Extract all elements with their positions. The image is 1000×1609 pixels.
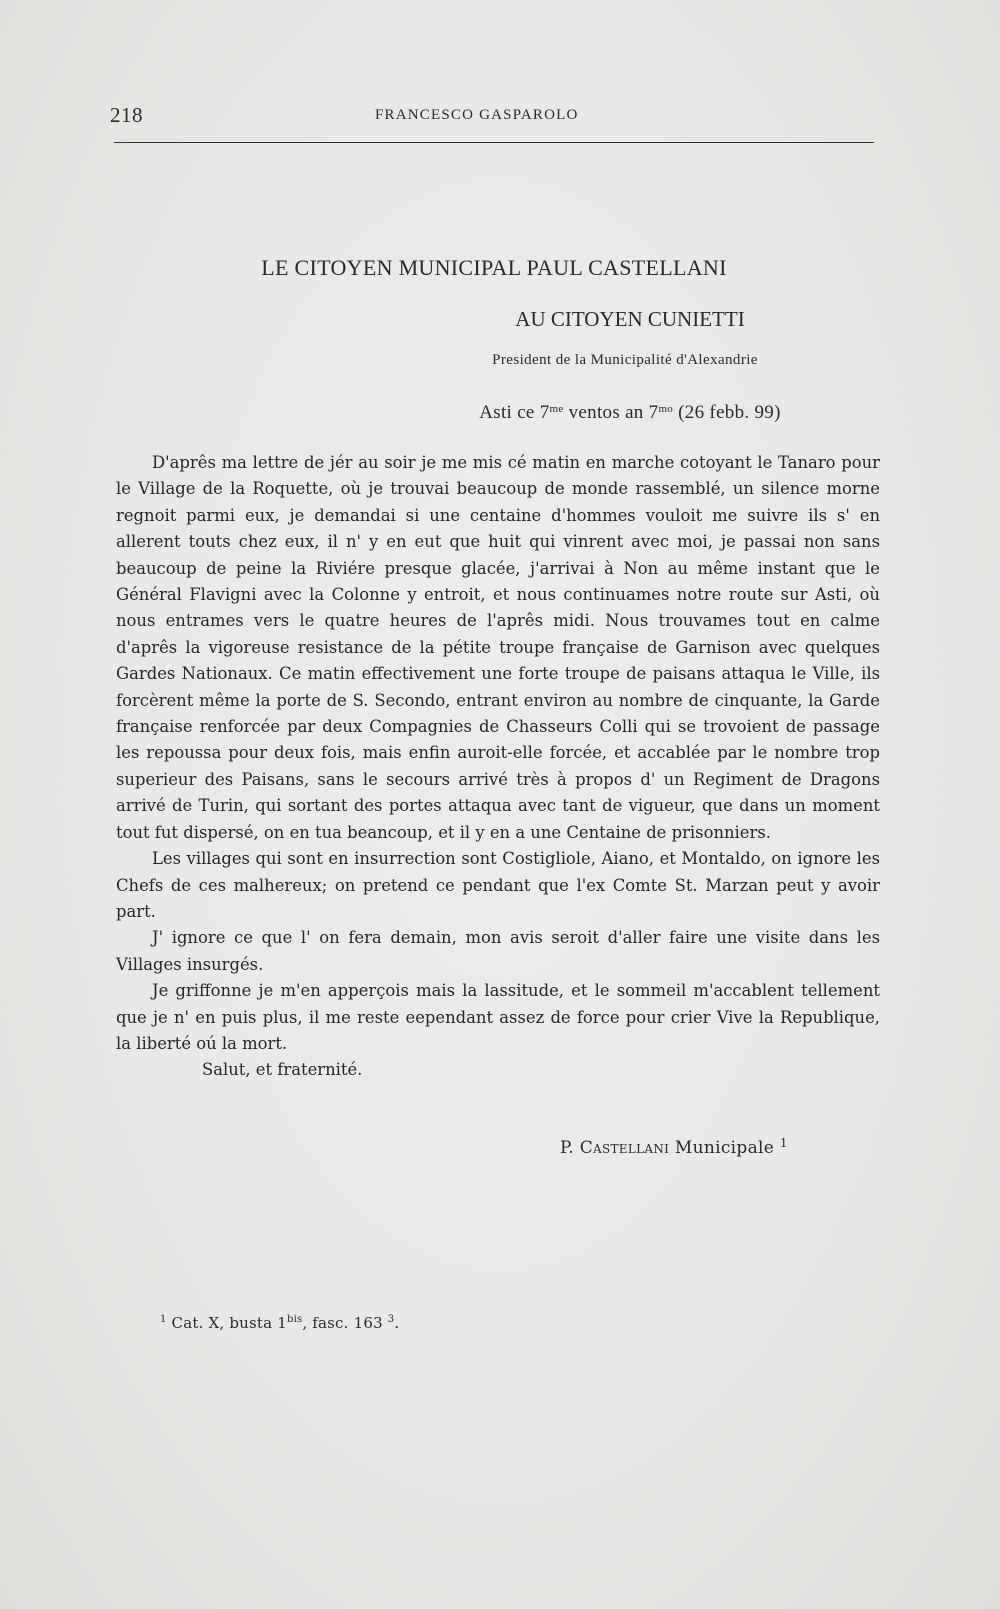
date-prefix: Asti ce 7 (479, 402, 550, 423)
signature-footnote-marker: 1 (779, 1136, 788, 1150)
date-superscript-1: me (549, 403, 564, 415)
addressee-role: President de la Municipalité d'Alexandrie (492, 352, 758, 368)
signature (560, 1138, 788, 1158)
footnote (160, 1314, 399, 1332)
date-superscript-2: mo (658, 403, 674, 415)
footnote-trailing-sup: 3 (387, 1314, 395, 1325)
running-title: FRANCESCO GASPAROLO (375, 107, 579, 123)
paragraph-1: D'aprês ma lettre de jér au soir je me mis cé matin en marche cotoyant le Tanaro pour le Village de la Roquette, où je trouvai beaucoup de monde rassemblé, un silence morne regnoit parmi eux, je demandai si une centaine d'hommes vouloit me suivre ils s' en allerent touts chez eux, il n' y en eut que huit qui vinrent avec moi, je passai non sans beaucoup de peine la Riviére presque glacée, j'arrivai à Non au même instant que le Général Flavigni avec la Colonne y entroit, et nous continuames notre route sur Asti, où nous entrames vers le quatre heures de l'aprês midi. Nous trouvames tout en calme d'aprês la vigoreuse resistance de la pétite troupe française de Garnison avec quelques Gardes Nationaux. Ce matin effectivement une forte troupe de paisans attaqua le Ville, ils forcèrent même la porte de S. Secondo, entrant environ au nombre de cinquante, la Garde française renforcée par deux Compagnies de Chasseurs Colli qui se trovoient de passage les repoussa pour deux fois, mais enfin auroit-elle forcée, et accablée par le nombre trop superieur des Paisans, sans le secours arrivé très à propos d' un Regiment de Dragons arrivé de Turin, qui sortant des portes attaqua avec tant de vigueur, que dans un moment tout fut dispersé, on en tua beancoup, et il y en a une Centaine de prisonniers. (116, 453, 880, 842)
footnote-sup: bis (286, 1314, 303, 1325)
letter-title: LE CITOYEN MUNICIPAL PAUL CASTELLANI (261, 255, 727, 280)
paragraph-3: J' ignore ce que l' on fera demain, mon avis seroit d'aller faire une visite dans les Villages insurgés. (116, 928, 880, 974)
letter-body (116, 450, 880, 1084)
date-suffix: (26 febb. 99) (673, 402, 781, 423)
letter-date (250, 402, 1000, 424)
paragraph-5: Salut, et fraternité. (202, 1060, 363, 1080)
paragraph-4: Je griffonne je m'en apperçois mais la lassitude, et le sommeil m'accablent tellement que je n' en puis plus, il me reste eependant assez de force pour crier Vive la Republique, la liberté oú la mort. (116, 981, 880, 1053)
signature-role: Municipale (669, 1138, 780, 1158)
header-rule (114, 142, 874, 143)
footnote-text-before: Cat. X, busta 1 (166, 1314, 287, 1332)
date-middle: ventos an 7 (563, 402, 659, 423)
signature-name: Castellani (579, 1138, 670, 1158)
letter-addressee: AU CITOYEN CUNIETTI (515, 307, 745, 331)
signature-initial: P. (560, 1138, 580, 1158)
footnote-marker: 1 (160, 1314, 167, 1325)
footnote-end: . (394, 1314, 400, 1332)
running-head (110, 103, 876, 133)
footnote-text-after: , fasc. 163 (302, 1314, 388, 1332)
paragraph-2: Les villages qui sont en insurrection sont Costigliole, Aiano, et Montaldo, on ignore les Chefs de ces malhereux; on pretend ce pendant que l'ex Comte St. Marzan peut y avoir part. (116, 849, 880, 921)
page-number: 218 (110, 103, 143, 127)
